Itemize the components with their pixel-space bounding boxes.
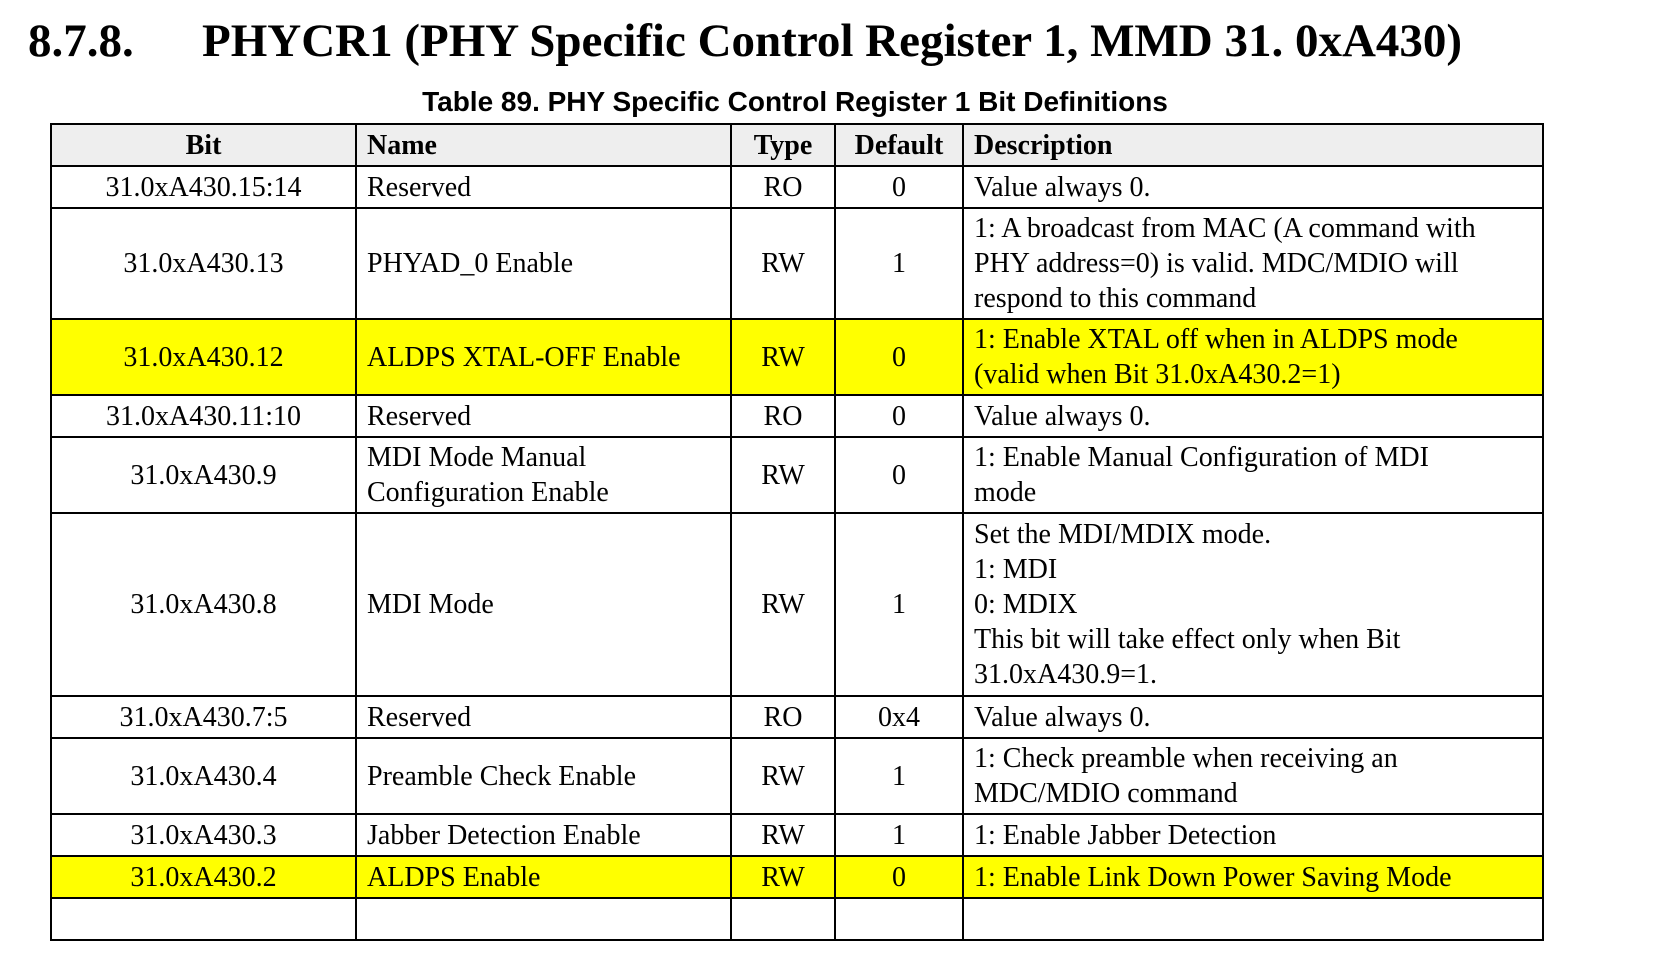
name-cell-line: ALDPS XTAL-OFF Enable: [367, 341, 681, 373]
table-header-row: [51, 124, 1543, 166]
description-cell-line: respond to this command: [974, 283, 1257, 314]
default-cell: 1: [835, 738, 963, 814]
table-row: [51, 395, 1543, 437]
description-cell: [963, 696, 1543, 738]
description-cell-line: Value always 0.: [974, 701, 1151, 733]
name-cell: [356, 437, 731, 513]
description-cell-line: 1: Enable Manual Configuration of MDI: [974, 442, 1429, 473]
name-cell-line: PHYAD_0 Enable: [367, 248, 574, 279]
table-row: [51, 319, 1543, 395]
name-cell-line: Reserved: [367, 400, 472, 432]
type-cell: RW: [731, 437, 835, 513]
default-cell: 0x4: [835, 696, 963, 738]
description-cell: [963, 395, 1543, 437]
table-row: [51, 166, 1543, 208]
description-cell-line: (valid when Bit 31.0xA430.2=1): [974, 359, 1341, 390]
bit-cell: 31.0xA430.3: [51, 814, 356, 856]
type-cell: RW: [731, 208, 835, 319]
table-caption: Table 89. PHY Specific Control Register 1 Bit Definitions: [422, 86, 1168, 117]
bit-cell: 31.0xA430.2: [51, 856, 356, 898]
default-cell: 1: [835, 208, 963, 319]
default-cell: 0: [835, 437, 963, 513]
name-cell-line: ALDPS Enable: [367, 861, 541, 893]
table-row: [51, 696, 1543, 738]
column-header-name: Name: [356, 124, 731, 166]
description-cell-line: Set the MDI/MDIX mode.: [974, 519, 1272, 550]
name-cell: [356, 738, 731, 814]
table-row: [51, 437, 1543, 513]
bit-cell: 31.0xA430.8: [51, 513, 356, 696]
column-header-type: Type: [731, 124, 835, 166]
bit-cell: 31.0xA430.13: [51, 208, 356, 319]
section-heading: [28, 10, 1462, 72]
table-row: [51, 208, 1543, 319]
register-table: [50, 123, 1544, 941]
bit-cell: 31.0xA430.9: [51, 437, 356, 513]
default-cell: 0: [835, 166, 963, 208]
name-cell: [356, 395, 731, 437]
column-header-bit: Bit: [51, 124, 356, 166]
description-cell: [963, 513, 1543, 696]
name-cell: [356, 319, 731, 395]
description-cell-line: 31.0xA430.9=1.: [974, 659, 1158, 690]
description-cell-line: 0: MDIX: [974, 589, 1078, 620]
description-cell-line: mode: [974, 477, 1037, 508]
default-cell: 0: [835, 856, 963, 898]
table-row: [51, 898, 1543, 940]
name-cell-line: Reserved: [367, 701, 472, 733]
name-cell-line: Jabber Detection Enable: [367, 819, 641, 851]
bit-cell: [51, 898, 356, 940]
table-row: [51, 814, 1543, 856]
type-cell: RO: [731, 166, 835, 208]
description-cell-line: This bit will take effect only when Bit: [974, 624, 1401, 655]
name-cell-line: MDI Mode Manual: [367, 442, 587, 473]
description-cell-line: 1: Enable Jabber Detection: [974, 819, 1277, 851]
name-cell: [356, 814, 731, 856]
default-cell: 1: [835, 814, 963, 856]
default-cell: 0: [835, 395, 963, 437]
description-cell: [963, 738, 1543, 814]
description-cell-line: 1: Check preamble when receiving an: [974, 743, 1398, 774]
description-cell: [963, 208, 1543, 319]
type-cell: RO: [731, 696, 835, 738]
description-cell: [963, 166, 1543, 208]
type-cell: [731, 898, 835, 940]
bit-cell: 31.0xA430.11:10: [51, 395, 356, 437]
table-row: [51, 738, 1543, 814]
column-header-default: Default: [835, 124, 963, 166]
description-cell: [963, 814, 1543, 856]
description-cell-line: 1: A broadcast from MAC (A command with: [974, 213, 1476, 244]
bit-cell: 31.0xA430.7:5: [51, 696, 356, 738]
type-cell: RO: [731, 395, 835, 437]
name-cell: [356, 208, 731, 319]
name-cell-line: Reserved: [367, 171, 472, 203]
description-cell-line: PHY address=0) is valid. MDC/MDIO will: [974, 248, 1459, 279]
default-cell: 0: [835, 319, 963, 395]
name-cell: [356, 513, 731, 696]
description-cell: [963, 856, 1543, 898]
description-cell-line: 1: Enable XTAL off when in ALDPS mode: [974, 324, 1458, 355]
table-row: [51, 513, 1543, 696]
type-cell: RW: [731, 856, 835, 898]
bit-cell: 31.0xA430.4: [51, 738, 356, 814]
description-cell-line: Value always 0.: [974, 400, 1151, 432]
description-cell: [963, 437, 1543, 513]
section-title: PHYCR1 (PHY Specific Control Register 1, MMD 31. 0xA430): [202, 15, 1463, 67]
column-header-description: Description: [963, 124, 1543, 166]
default-cell: 1: [835, 513, 963, 696]
description-cell: [963, 319, 1543, 395]
description-cell-line: Value always 0.: [974, 171, 1151, 203]
description-cell-line: 1: MDI: [974, 554, 1058, 585]
bit-cell: 31.0xA430.15:14: [51, 166, 356, 208]
type-cell: RW: [731, 814, 835, 856]
name-cell: [356, 696, 731, 738]
default-cell: [835, 898, 963, 940]
type-cell: RW: [731, 738, 835, 814]
table-row: [51, 856, 1543, 898]
description-cell: [963, 898, 1543, 940]
bit-cell: 31.0xA430.12: [51, 319, 356, 395]
name-cell-line: Preamble Check Enable: [367, 760, 637, 792]
description-cell-line: MDC/MDIO command: [974, 778, 1238, 809]
name-cell: [356, 898, 731, 940]
description-cell-line: 1: Enable Link Down Power Saving Mode: [974, 861, 1452, 893]
name-cell-line: MDI Mode: [367, 589, 494, 620]
name-cell-line: Configuration Enable: [367, 477, 609, 508]
type-cell: RW: [731, 513, 835, 696]
name-cell: [356, 166, 731, 208]
type-cell: RW: [731, 319, 835, 395]
name-cell: [356, 856, 731, 898]
section-number: 8.7.8.: [28, 15, 134, 67]
